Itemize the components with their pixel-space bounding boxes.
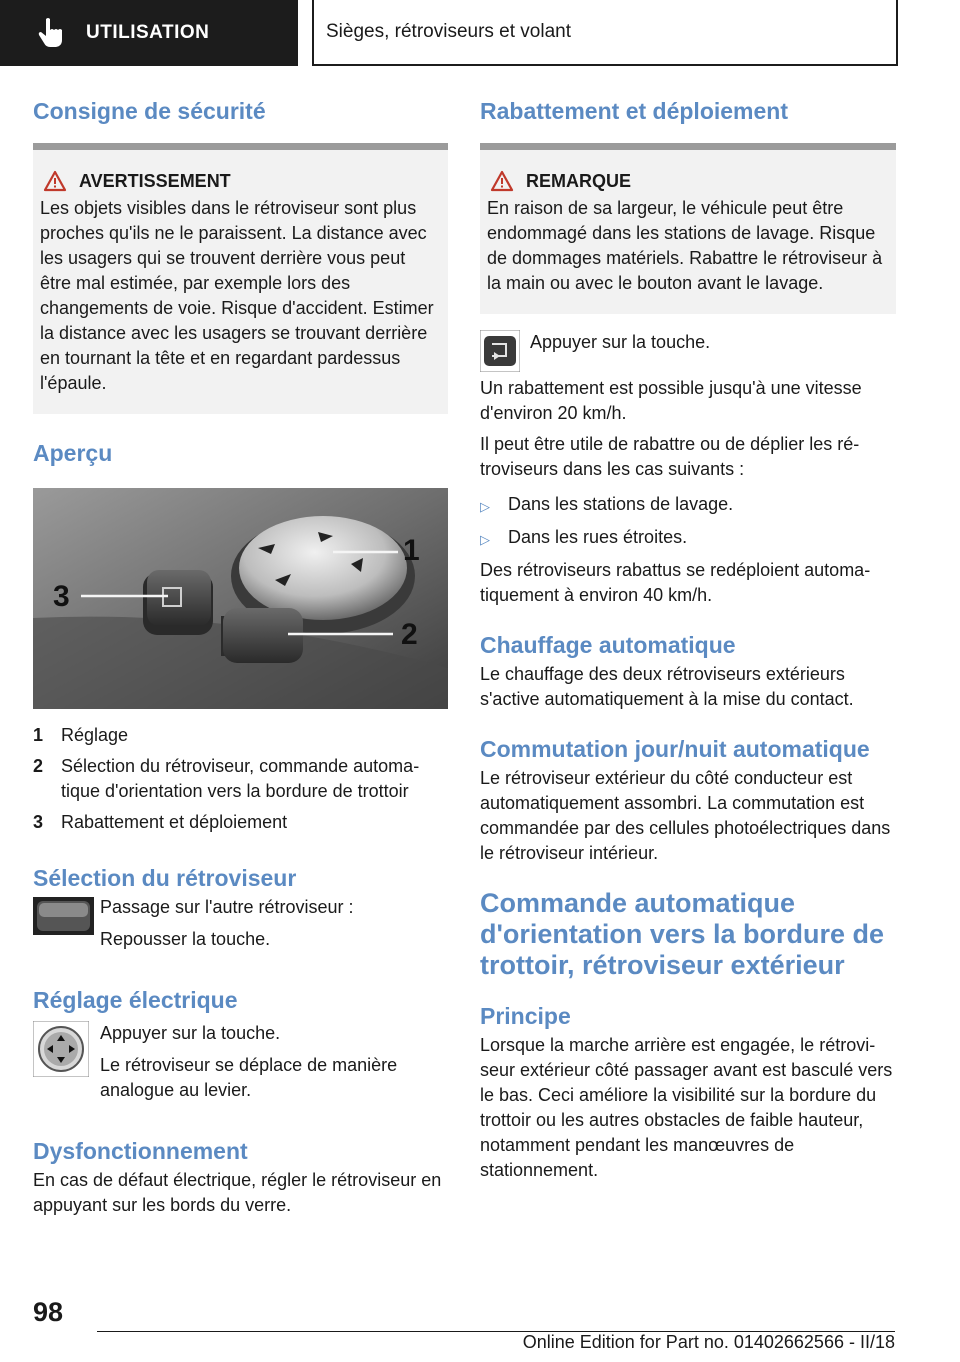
bullet-triangle-icon: ▷ xyxy=(480,499,490,514)
legend-text: Sélection du rétroviseur, commande automatique d'orientation vers la bordure de trottoir xyxy=(61,756,420,801)
warning-label: AVERTISSEMENT xyxy=(79,170,231,191)
legend-number: 1 xyxy=(33,725,44,745)
bullet-text: Dans les rues étroites. xyxy=(508,527,688,547)
warning-triangle-icon xyxy=(490,170,514,192)
daynight-heading: Commutation jour/nuit automatique xyxy=(480,736,870,762)
warning-triangle-icon xyxy=(43,170,67,192)
chapter-title: Sièges, rétroviseurs et volant xyxy=(326,21,572,42)
adjust-heading: Réglage électrique xyxy=(33,987,238,1013)
adjust-block xyxy=(33,1021,448,1110)
legend-item xyxy=(33,754,448,804)
curb-heading: Commande automatique d'orientation vers la bordure de trottoir, rétroviseur extérieur xyxy=(480,888,884,980)
legend-text: Réglage xyxy=(61,725,129,745)
warning-title xyxy=(43,170,438,192)
section-title: UTILISATION xyxy=(86,22,210,43)
list-item xyxy=(480,525,896,552)
overview-heading: Aperçu xyxy=(33,440,113,466)
daynight-text: Le rétroviseur extérieur du côté conducteur est automatiquement assombri. La commutation est commandée par des cellules photoélectriques dans le rétroviseur intérieur. xyxy=(480,768,891,863)
callout-3: 3 xyxy=(53,580,70,613)
fold-press-text: Appuyer sur la touche. xyxy=(530,332,711,352)
principle-heading: Principe xyxy=(480,1003,571,1029)
heating-heading: Chauffage automatique xyxy=(480,632,736,658)
fold-button-icon xyxy=(480,330,520,372)
legend-list xyxy=(33,723,448,835)
right-column xyxy=(480,96,896,1183)
page-number: 98 xyxy=(33,1297,64,1327)
fold-heading: Rabattement et déploiement xyxy=(480,98,788,124)
switch-button-icon xyxy=(33,895,94,937)
page-header xyxy=(0,0,960,66)
legend-item xyxy=(33,810,448,835)
fold-redeploy-text: Des rétroviseurs rabattus se redéploient automatiquement à environ 40 km/h. xyxy=(480,560,871,605)
malfunction-text: En cas de défaut électrique, régler le rétroviseur en appuyant sur les bords du verre. xyxy=(33,1170,442,1215)
section-tab xyxy=(0,0,298,66)
warning-text: Les objets visibles dans le rétroviseur sont plus proches qu'ils ne le paraissent. La distance avec les usagers qui se trouvent derrière vous peut être mal estimée, par exemple lors des changements de voie. Risque d'accident. Estimer la distance avec les usagers se trouvant derrière en tournant la tête et en regardant pardessus l'épaule. xyxy=(40,198,434,393)
list-item xyxy=(480,492,896,519)
selection-line1: Passage sur l'autre rétroviseur : xyxy=(100,897,354,917)
callout-2: 2 xyxy=(401,618,418,651)
note-title xyxy=(490,170,886,192)
edition-text: Online Edition for Part no. 01402662566 - II/18 xyxy=(522,1332,895,1352)
note-box xyxy=(480,143,896,314)
adjust-line1: Appuyer sur la touche. xyxy=(100,1023,281,1043)
mirror-controls-photo xyxy=(33,488,448,709)
malfunction-heading: Dysfonctionnement xyxy=(33,1138,248,1164)
selection-heading: Sélection du rétroviseur xyxy=(33,865,297,891)
note-text: En raison de sa largeur, le véhicule peut être endommagé dans les stations de lavage. Risque de dommages matériels. Rabattre le rétroviseur à la main ou avec le bouton avant le lavage. xyxy=(487,198,883,293)
chapter-tab xyxy=(312,0,898,66)
legend-item xyxy=(33,723,448,748)
selection-block xyxy=(33,895,448,959)
principle-text: Lorsque la marche arrière est engagée, le rétroviseur extérieur côté passager avant est basculé vers le bas. Ceci améliore la visibilité sur la bordure du trottoir ou les autres obstacles de faible hauteur, notamment pendant les manœuvres de stationnement. xyxy=(480,1035,893,1180)
legend-number: 3 xyxy=(33,812,44,832)
left-column xyxy=(33,96,448,1218)
note-label: REMARQUE xyxy=(526,170,632,191)
legend-text: Rabattement et déploiement xyxy=(61,812,288,832)
legend-number: 2 xyxy=(33,756,44,776)
fold-useful-text: Il peut être utile de rabattre ou de déplier les rétroviseurs dans les cas suivants : xyxy=(480,434,860,479)
warning-box xyxy=(33,143,448,414)
heating-text: Le chauffage des deux rétroviseurs extérieurs s'active automatiquement à la mise du contact. xyxy=(480,664,854,709)
bullet-text: Dans les stations de lavage. xyxy=(508,494,734,514)
joystick-button-icon xyxy=(33,1021,89,1077)
bullet-triangle-icon: ▷ xyxy=(480,532,490,547)
callout-1: 1 xyxy=(403,534,420,567)
safety-heading: Consigne de sécurité xyxy=(33,98,266,124)
adjust-line2: Le rétroviseur se déplace de manière analogue au levier. xyxy=(100,1055,398,1100)
fold-speed-text: Un rabattement est possible jusqu'à une vitesse d'environ 20 km/h. xyxy=(480,378,862,423)
selection-line2: Repousser la touche. xyxy=(100,929,271,949)
hand-pointer-icon xyxy=(34,15,70,51)
fold-press-block xyxy=(480,330,896,372)
